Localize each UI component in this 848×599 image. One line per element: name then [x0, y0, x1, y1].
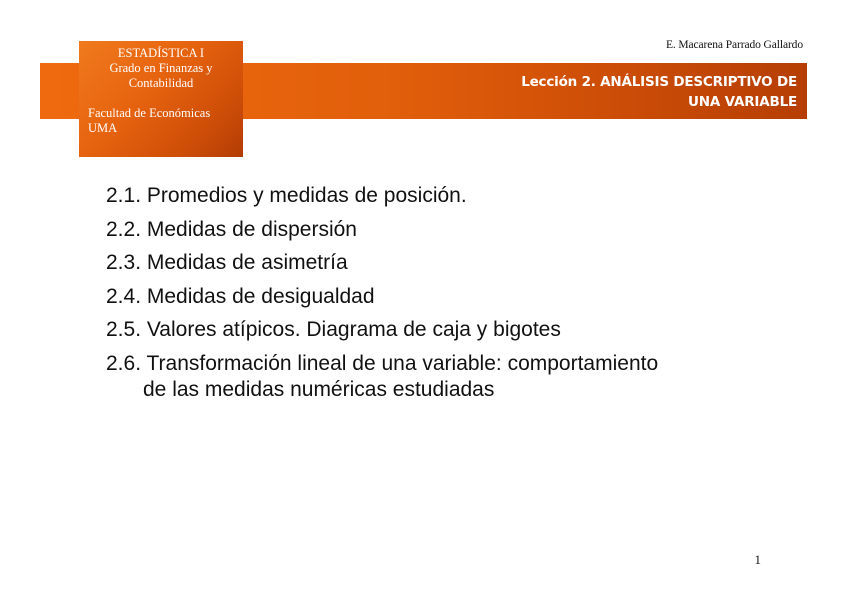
course-title: ESTADÍSTICA I: [117, 46, 205, 60]
faculty-name: Facultad de Económicas: [88, 106, 211, 120]
topic-text: 2.2. Medidas de dispersión: [106, 217, 357, 241]
page-number: 1: [754, 552, 761, 567]
course-info-box: [79, 41, 243, 157]
university-name: UMA: [88, 121, 118, 135]
topic-item: [106, 351, 658, 403]
topic-text: 2.4. Medidas de desigualdad: [106, 284, 375, 308]
topic-text-continuation: de las medidas numéricas estudiadas: [143, 377, 495, 401]
topic-item: [106, 317, 658, 343]
topic-item: [106, 217, 658, 243]
lesson-title: [437, 72, 797, 112]
author-name: E. Macarena Parrado Gallardo: [665, 39, 803, 51]
lesson-title-line-2: UNA VARIABLE: [688, 94, 797, 110]
topic-text: 2.5. Valores atípicos. Diagrama de caja y bigotes: [106, 318, 561, 341]
degree-line-2: Contabilidad: [128, 76, 194, 90]
topic-text: 2.6. Transformación lineal de una variable: comportamiento: [106, 351, 659, 375]
topic-item: [106, 250, 658, 276]
degree-line-1: Grado en Finanzas y: [109, 61, 213, 75]
topic-list: [106, 183, 658, 410]
topic-text: 2.1. Promedios y medidas de posición.: [106, 184, 467, 207]
topic-item: [106, 183, 658, 209]
lesson-title-line-1: Lección 2. ANÁLISIS DESCRIPTIVO DE: [521, 74, 797, 90]
topic-item: [106, 284, 658, 310]
topic-text: 2.3. Medidas de asimetría: [106, 251, 348, 274]
